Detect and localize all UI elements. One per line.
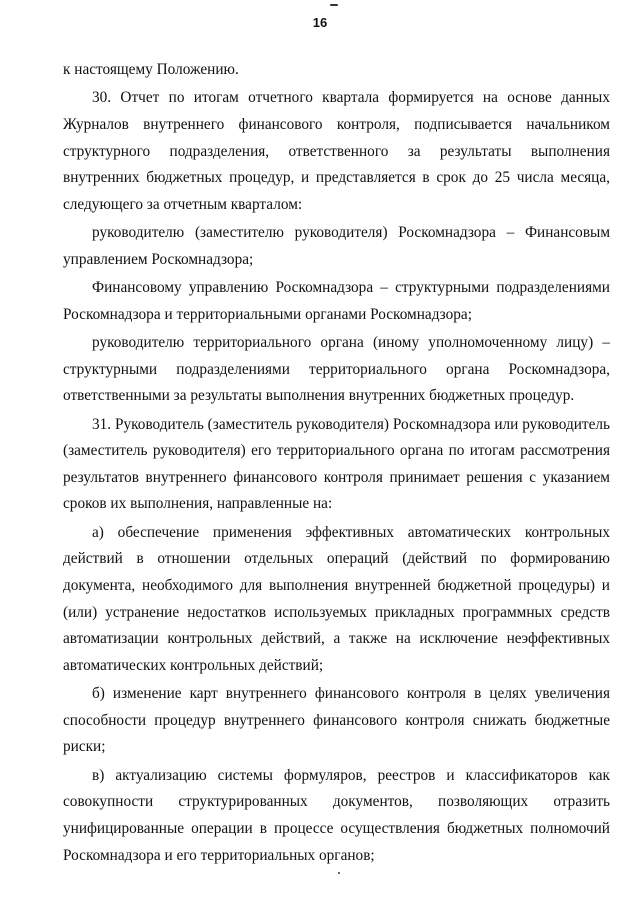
scan-mark-top (330, 4, 338, 6)
paragraph-recipient-1: руководителю (заместителю руководителя) Роскомнадзора – Финансовым управлением Роскомнадзора; (63, 224, 610, 268)
paragraph-subitem-v: в) актуализацию системы формуляров, реестров и классификаторов как совокупности структурированных документов, позволяющих отразить унифицированные операции в процессе осуществления бюджетных полномочий Роскомнадзора и его территориальных органов; (63, 766, 610, 864)
document-body (63, 57, 610, 871)
page-number: 16 (312, 15, 328, 30)
paragraph-recipient-2: Финансовому управлению Роскомнадзора – структурными подразделениями Роскомнадзора и территориальными органами Роскомнадзора; (63, 279, 610, 323)
paragraph-item-31: 31. Руководитель (заместитель руководителя) Роскомнадзора или руководитель (заместитель руководителя) его территориального органа по итогам рассмотрения результатов внутреннего финансового контроля принимает решения с указанием сроков их выполнения, направленные на: (63, 415, 610, 513)
paragraph-item-30: 30. Отчет по итогам отчетного квартала формируется на основе данных Журналов внутреннего финансового контроля, подписывается начальником структурного подразделения, ответственного за результаты выполнения внутренних бюджетных процедур, и представляется в срок до 25 числа месяца, следующего за отчетным кварталом: (63, 89, 610, 213)
scan-speck (338, 872, 340, 874)
paragraph-subitem-b: б) изменение карт внутреннего финансового контроля в целях увеличения способности процедур внутреннего финансового контроля снижать бюджетные риски; (63, 685, 610, 756)
paragraph-recipient-3: руководителю территориального органа (иному уполномоченному лицу) – структурными подразделениями территориального органа Роскомнадзора, ответственными за результаты выполнения внутренних бюджетных процедур. (63, 334, 610, 405)
paragraph-continuation: к настоящему Положению. (63, 61, 239, 78)
paragraph-subitem-a: а) обеспечение применения эффективных автоматических контрольных действий в отношении отдельных операций (действий по формированию документа, необходимого для выполнения внутренней бюджетной процедуры) и (или) устранение недостатков используемых прикладных программных средств автоматизации контрольных действий, а также на исключение неэффективных автоматических контрольных действий; (63, 523, 610, 674)
